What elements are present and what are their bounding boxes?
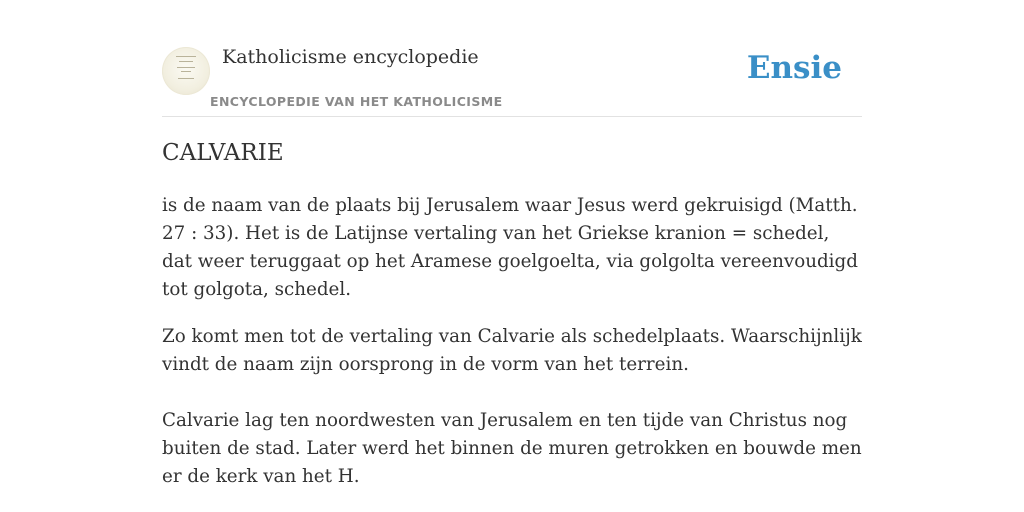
book-cover-thumbnail[interactable] bbox=[162, 47, 210, 95]
entry-title: CALVARIE bbox=[162, 140, 284, 166]
entry-paragraph-2: Zo komt men tot de vertaling van Calvarie als schedelplaats. Waarschijnlijk vindt de naam zijn oorsprong in de vorm van het terrein. bbox=[162, 326, 862, 375]
entry-paragraph-3: Calvarie lag ten noordwesten van Jerusalem en ten tijde van Christus nog buiten de stad. Later werd het binnen de muren getrokken en bouwde men er de kerk van het H. bbox=[162, 410, 862, 487]
book-title-link[interactable]: Katholicisme encyclopedie bbox=[222, 46, 479, 68]
entry-content bbox=[162, 192, 862, 491]
entry-paragraph-1: is de naam van de plaats bij Jerusalem waar Jesus werd gekruisigd (Matth. 27 : 33). Het is de Latijnse vertaling van het Griekse kranion = schedel, dat weer teruggaat op het Aramese goelgoelta, via golgolta vereenvoudigd tot golgota, schedel. bbox=[162, 195, 858, 300]
ensie-logo[interactable]: Ensie bbox=[746, 50, 842, 86]
book-subtitle: ENCYCLOPEDIE VAN HET KATHOLICISME bbox=[210, 94, 503, 109]
encyclopedia-header bbox=[162, 44, 862, 117]
